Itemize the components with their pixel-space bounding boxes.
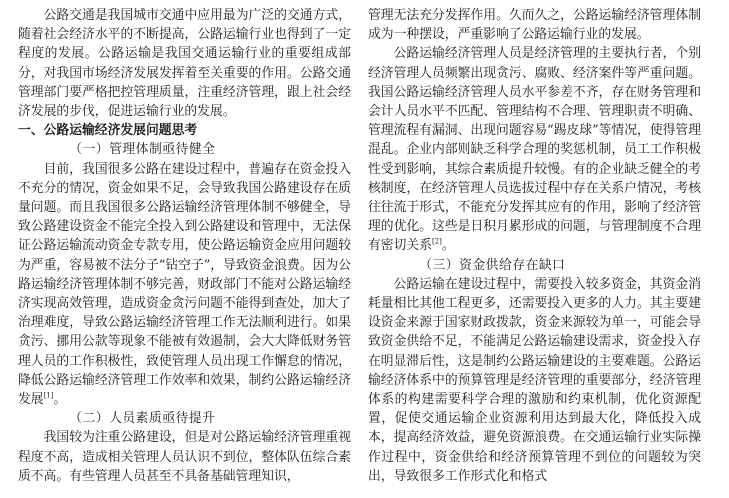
subsection-3-heading: （三）资金供给存在缺口 xyxy=(419,257,566,273)
subsection-2-text: 公路运输经济管理人员是经济管理的主要执行者，个别经济管理人员频繁出现贪污、腐败、经济案件等严重问题。我国公路运输经济管理人员水平参差不齐，存在财务管理和会计人员水平不匹配、管理结构不合理、管理职责不明确、管理流程有漏洞、出现问题容易“踢皮球”等情况，使得管理混乱。企业内部则缺乏科学合理的奖惩机制，员工工作积极性受到影响，其综合素质提升较慢。有的企业缺乏健全的考核制度，在经济管理人员选拔过程中存在关系户情况，考核往往流于形式，不能充分发挥其应有的作用，影响了经济管理的优化。这些是日积月累形成的问题，与管理制度不合理有密切关系 xyxy=(368,46,702,254)
subsection-3-paragraph: 公路运输在建设过程中，需要投入较多资金，其资金消耗量相比其他工程更多，还需要投入更多的人力。其主要建设资金来源于国家财政拨款，资金来源较为单一，可能会导致资金供给不足，不能满足公路运输建设需求，资金投入存在明显滞后性，这是制约公路运输建设的主要难题。公路运输经济体系中的预算管理是经济管理的重要部分，经济管理体系的构建需要科学合理的激励和约束机制，优化资源配置，促使交通运输企业资源利用达到最大化，降低投入成本，提高经济效益，避免资源浪费。在交通运输行业实际操作过程中，资金供给和经济预算管理不到位的问题较为突出，导致很多工作形式化和格式 xyxy=(368,276,701,484)
subsection-1-end: 。 xyxy=(53,392,67,408)
subsection-2-end: 。 xyxy=(441,238,455,254)
intro-paragraph: 公路交通是我国城市交通中应用最为广泛的交通方式，随着社会经济水平的不断提高，公路运输行业也得到了一定程度的发展。公路运输是我国交通运输行业的重要组成部分，对我国市场经济发展发挥着至关重要的作用。公路交通管理部门要严格把控管理质量，注重经济管理，跟上社会经济发展的步伐，促进运输行业的发展。 xyxy=(18,8,351,120)
subsection-1-heading: （一）管理体制亟待健全 xyxy=(69,142,216,158)
subsection-1-text: 目前，我国很多公路在建设过程中，普遍存在资金投入不充分的情况，资金如果不足，会导致我国公路建设存在质量问题。而且我国很多公路运输经济管理体制不够健全，导致公路建设资金不能完全投入到公路建设和管理中，无法保证公路运输流动资金专款专用，使公路运输资金应用问题较为严重，容易被不法分子“钻空子”，导致资金浪费。因为公路运输经济管理体制不够完善，财政部门不能对公路运输经济实现高效管理，造成资金贪污问题不能得到查处，加大了治理难度，导致公路运输经济管理工作无法顺利进行。如果贪污、挪用公款等现象不能被有效遏制，会大大降低财务管理人员的工作积极性，致使管理人员出现工作懈怠的情况，降低公路运输经济管理工作效率和效果，制约公路运输经济发展 xyxy=(18,161,352,408)
subsection-2-heading: （二）人员素质亟待提升 xyxy=(69,411,216,427)
citation-1: [1] xyxy=(43,391,54,400)
citation-2: [2] xyxy=(431,238,442,247)
right-column xyxy=(368,6,701,486)
subsection-2-paragraph-start: 我国较为注重公路建设，但是对公路运输经济管理重视程度不高，造成相关管理人员认识不到位，整体队伍综合素质不高。有些管理人员甚至不具备基础管理知识， xyxy=(18,430,351,484)
left-column xyxy=(18,6,351,486)
section-1-heading: 一、公路运输经济发展问题思考 xyxy=(18,123,198,139)
subsection-2-paragraph-continued: 管理无法充分发挥作用。久而久之，公路运输经济管理体制成为一种摆设，严重影响了公路运输行业的发展。 xyxy=(368,8,701,43)
subsection-1-paragraph xyxy=(18,160,351,410)
subsection-2-paragraph-2 xyxy=(368,44,701,255)
